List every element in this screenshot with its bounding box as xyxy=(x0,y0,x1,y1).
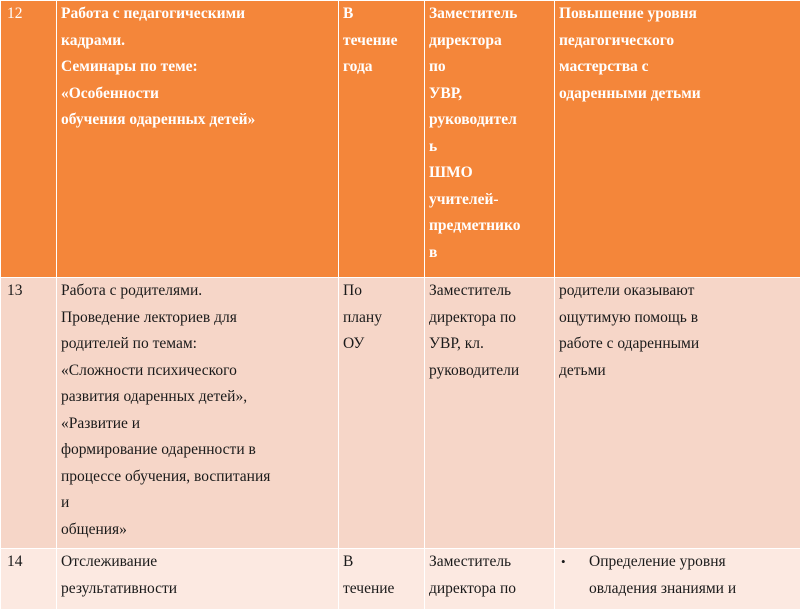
activity-cell: Отслеживание результативности xyxy=(57,549,339,610)
responsible-cell: Заместитель директора по УВР, кл. руководители xyxy=(425,278,555,549)
row-number: 14 xyxy=(1,549,57,610)
result-cell: • Определение уровня овладения знаниями и xyxy=(555,549,800,610)
term-cell: В течение года xyxy=(339,1,425,278)
result-cell: Повышение уровня педагогического мастерства с одаренными детьми xyxy=(555,1,800,278)
responsible-cell: Заместитель директора по УВР, руководител ь ШМО учителей- предметнико в xyxy=(425,1,555,278)
activity-cell: Работа с родителями. Проведение лекториев для родителей по темам: «Сложности психического развития одаренных детей», «Развитие и формирование одаренности в процессе обучения, воспитания и общения» xyxy=(57,278,339,549)
responsible-cell: Заместитель директора по xyxy=(425,549,555,610)
term-cell: В течение xyxy=(339,549,425,610)
row-number: 13 xyxy=(1,278,57,549)
list-item: • Определение уровня xyxy=(559,549,796,576)
table-row-12 xyxy=(1,1,800,278)
result-cell: родители оказывают ощутимую помощь в работе с одаренными детьми xyxy=(555,278,800,549)
bullet-icon: • xyxy=(561,549,566,576)
term-cell: По плану ОУ xyxy=(339,278,425,549)
table-row-14 xyxy=(1,549,800,610)
table-row-13 xyxy=(1,278,800,549)
row-number: 12 xyxy=(1,1,57,278)
activity-cell: Работа с педагогическими кадрами. Семинары по теме: «Особенности обучения одаренных детей» xyxy=(57,1,339,278)
